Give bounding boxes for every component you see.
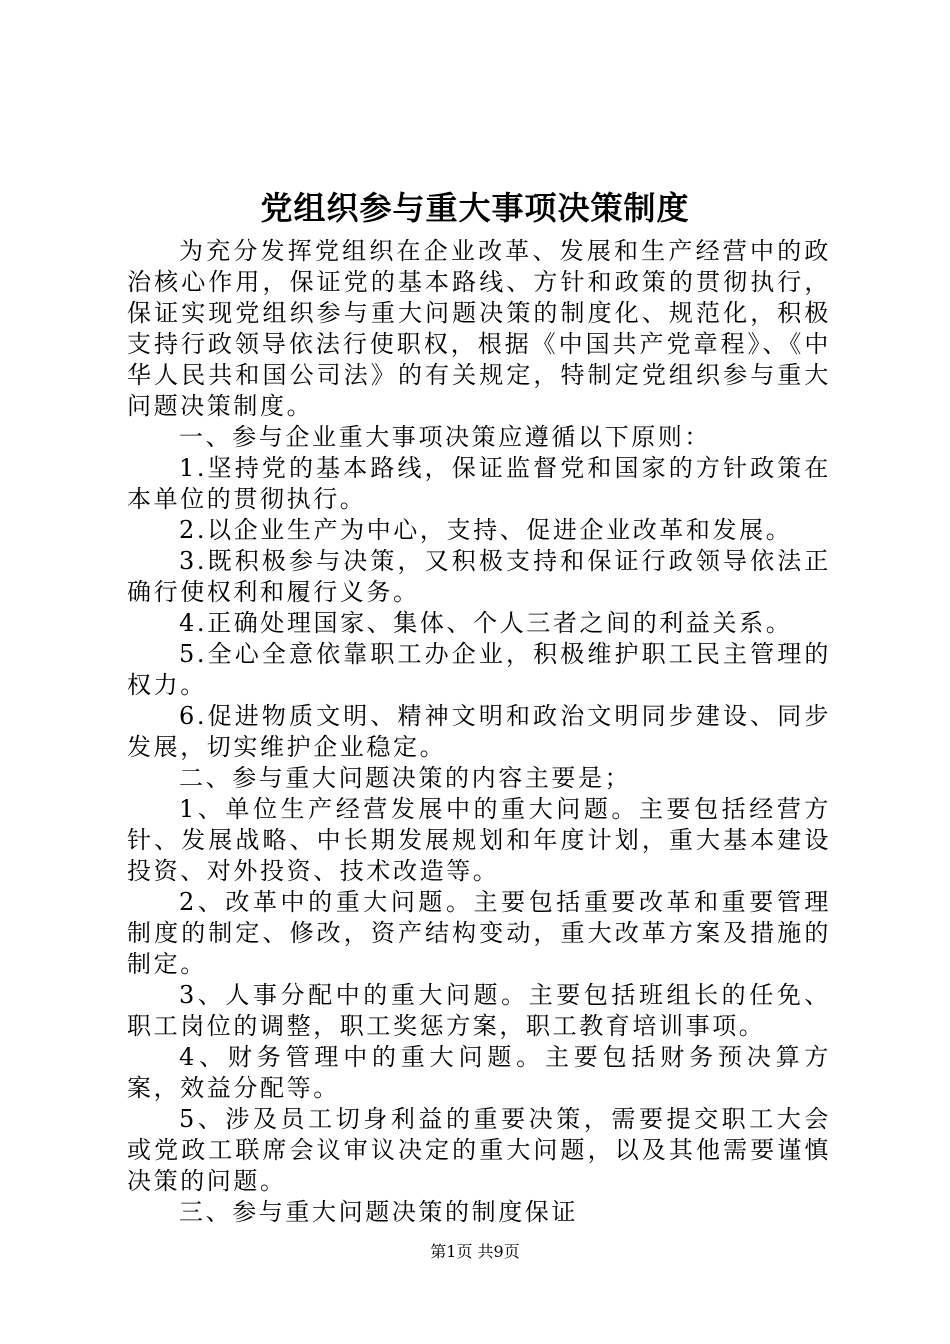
- document-title: 党组织参与重大事项决策制度: [260, 189, 690, 227]
- principle-item: 6.促进物质文明、精神文明和政治文明同步建设、同步发展，切实维护企业稳定。: [127, 702, 831, 761]
- principle-item: 3.既积极参与决策，又积极支持和保证行政领导依法正确行使权利和履行义务。: [127, 547, 831, 606]
- content-item: 3、人事分配中的重大问题。主要包括班组长的任免、职工岗位的调整，职工奖惩方案，职工教育培训事项。: [127, 981, 831, 1040]
- principle-item: 5.全心全意依靠职工办企业，积极维护职工民主管理的权力。: [127, 640, 831, 699]
- content-item: 4、财务管理中的重大问题。主要包括财务预决算方案，效益分配等。: [127, 1043, 831, 1102]
- principle-item: 4.正确处理国家、集体、个人三者之间的利益关系。: [179, 609, 793, 637]
- content-item: 1、单位生产经营发展中的重大问题。主要包括经营方针、发展战略、中长期发展规划和年度计划，重大基本建设投资、对外投资、技术改造等。: [127, 795, 831, 885]
- section-heading-content: 二、参与重大问题决策的内容主要是；: [179, 764, 632, 792]
- document-body: [127, 236, 831, 1228]
- section-heading-principles: 一、参与企业重大事项决策应遵循以下原则：: [179, 423, 711, 451]
- principle-item: 2.以企业生产为中心，支持、促进企业改革和发展。: [179, 516, 793, 544]
- intro-paragraph: 为充分发挥党组织在企业改革、发展和生产经营中的政治核心作用，保证党的基本路线、方针和政策的贯彻执行，保证实现党组织参与重大问题决策的制度化、规范化，积极支持行政领导依法行使职权，根据《中国共产党章程》、《中华人民共和国公司法》的有关规定，特制定党组织参与重大问题决策制度。: [127, 237, 831, 420]
- content-item: 5、涉及员工切身利益的重要决策，需要提交职工大会或党政工联席会议审议决定的重大问题，以及其他需要谨慎决策的问题。: [127, 1105, 831, 1195]
- page-footer: 第1页 共9页: [430, 1242, 520, 1261]
- principle-item: 1.坚持党的基本路线，保证监督党和国家的方针政策在本单位的贯彻执行。: [127, 454, 831, 513]
- content-item: 2、改革中的重大问题。主要包括重要改革和重要管理制度的制定、修改，资产结构变动，重大改革方案及措施的制定。: [127, 888, 831, 978]
- section-heading-guarantee: 三、参与重大问题决策的制度保证: [179, 1198, 578, 1226]
